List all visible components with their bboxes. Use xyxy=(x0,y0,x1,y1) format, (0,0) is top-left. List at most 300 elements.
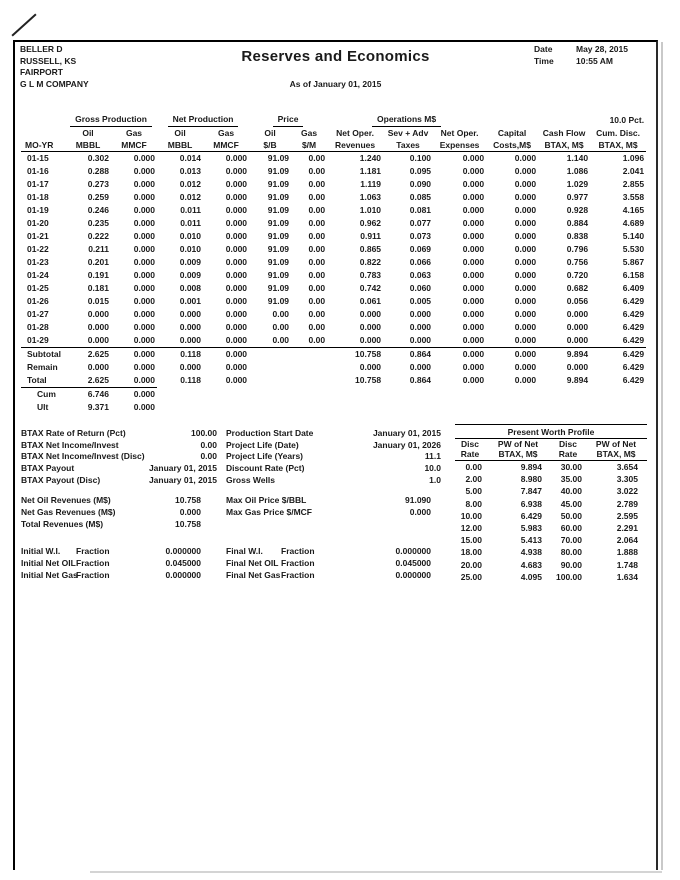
table-cell: 0.00 xyxy=(308,309,326,319)
table-cell: 0.090 xyxy=(409,179,432,189)
table-cell: 0.000 xyxy=(133,283,156,293)
table-cell: BTAX Payout (Disc) xyxy=(21,474,101,485)
table-row xyxy=(21,463,217,475)
table-cell: 91.09 xyxy=(267,192,290,202)
table-cell xyxy=(291,374,327,388)
table-row xyxy=(455,546,647,558)
table-cell: 18.00 xyxy=(460,547,482,558)
table-cell: 2.064 xyxy=(616,535,638,546)
table-cell: 91.090 xyxy=(405,495,431,505)
table-cell: Net Oil Revenues (M$) xyxy=(21,495,111,505)
table-cell: 01-15 xyxy=(27,153,49,163)
table-row xyxy=(455,522,647,534)
table-cell: 91.09 xyxy=(267,283,290,293)
table-cell: BTAX Net Income/Invest xyxy=(21,439,119,450)
table-cell: 0.000 xyxy=(462,257,485,267)
group-header-row xyxy=(21,113,646,127)
table-cell: 0.010 xyxy=(179,244,202,254)
project-stats-block xyxy=(226,428,441,487)
table-cell: 01-19 xyxy=(27,205,49,215)
group-operations xyxy=(327,113,486,127)
table-cell xyxy=(291,361,327,374)
project-stats-rows xyxy=(226,428,441,487)
table-cell: 4.095 xyxy=(520,571,542,582)
table-cell: 0.000 xyxy=(462,270,485,280)
table-cell: 1.888 xyxy=(616,547,638,558)
table-cell: Gross Wells xyxy=(226,474,275,485)
table-cell: 0.00 xyxy=(308,296,326,306)
table-cell: 1.029 xyxy=(566,179,589,189)
col-header: Net Oper. xyxy=(440,128,479,138)
table-cell: 0.000 xyxy=(514,179,537,189)
pw-header-line: Rate xyxy=(460,448,480,459)
table-cell: 0.013 xyxy=(179,166,202,176)
col-header: Gas xyxy=(217,128,235,138)
table-cell: 0.000 xyxy=(409,322,432,332)
pw-header-line: BTAX, M$ xyxy=(596,448,636,459)
table-cell: 91.09 xyxy=(267,153,290,163)
table-cell: 0.211 xyxy=(88,244,109,254)
table-cell: 0.00 xyxy=(308,283,326,293)
table-cell: 10.758 xyxy=(355,375,382,386)
table-cell: 0.928 xyxy=(566,205,589,215)
table-cell: 0.000 xyxy=(203,348,249,362)
pw-header-line: BTAX, M$ xyxy=(498,448,538,459)
table-row xyxy=(21,334,646,348)
table-cell: 6.746 xyxy=(65,388,111,402)
table-cell: 0.000000 xyxy=(165,570,201,580)
table-cell: January 01, 2015 xyxy=(148,463,217,474)
pw-header-line: PW of Net xyxy=(497,439,539,449)
table-cell: 0.008 xyxy=(179,283,202,293)
table-cell: 0.000 xyxy=(514,231,537,241)
table-cell: 0.045000 xyxy=(165,558,201,568)
table-cell: 12.00 xyxy=(460,523,482,534)
pw-profile-table xyxy=(455,439,647,583)
table-cell: 0.000 xyxy=(133,335,156,345)
table-cell: Fraction xyxy=(76,546,110,556)
table-cell: 0.000 xyxy=(111,348,157,362)
table-cell: 0.00 xyxy=(308,270,326,280)
table-cell: 100.00 xyxy=(191,428,217,438)
table-cell: 0.000 xyxy=(462,244,485,254)
cumulative-rows xyxy=(21,388,646,415)
table-cell: Fraction xyxy=(76,558,110,568)
table-cell: 0.015 xyxy=(87,296,109,306)
btax-stats-rows xyxy=(21,428,217,487)
scan-artifact xyxy=(11,14,36,37)
table-cell: 0.000 xyxy=(225,179,248,189)
table-cell: 0.001 xyxy=(179,296,202,306)
monthly-rows xyxy=(21,152,646,348)
table-cell: 1.010 xyxy=(359,205,382,215)
table-row xyxy=(21,545,431,557)
table-cell: 0.756 xyxy=(566,257,589,267)
table-cell: 0.000 xyxy=(462,335,485,345)
table-cell: 0.000 xyxy=(133,205,156,215)
table-cell: Initial W.I. xyxy=(21,546,61,556)
table-cell: Final Net Gas xyxy=(226,570,281,580)
table-cell: 01-28 xyxy=(27,322,49,332)
table-cell: 0.00 xyxy=(308,335,326,345)
table-cell: Final Net OIL xyxy=(226,558,279,568)
table-cell: 9.894 xyxy=(566,375,589,386)
table-cell: 25.00 xyxy=(460,571,482,582)
table-cell: 01-23 xyxy=(27,257,49,267)
unit-header: Taxes xyxy=(383,139,433,152)
table-cell: 8.980 xyxy=(520,474,542,485)
pw-col-header xyxy=(491,439,551,461)
table-cell: 6.429 xyxy=(622,309,645,319)
table-cell: 0.00 xyxy=(272,335,290,345)
paper-edge xyxy=(661,42,663,870)
table-cell: 0.00 xyxy=(465,462,482,472)
table-cell: 0.000 xyxy=(462,362,485,372)
table-cell: 01-27 xyxy=(27,309,49,319)
date-value: May 28, 2015 xyxy=(576,44,628,54)
table-cell: 0.000 xyxy=(566,335,589,345)
table-cell: 0.720 xyxy=(566,270,589,280)
table-cell xyxy=(361,518,431,530)
table-cell: 0.000 xyxy=(225,375,248,386)
table-cell: 0.014 xyxy=(179,153,202,163)
group-label: Operations M$ xyxy=(372,113,441,127)
table-cell: 0.00 xyxy=(308,322,326,332)
table-cell: 0.066 xyxy=(409,257,432,267)
table-row xyxy=(21,217,646,230)
table-cell: 0.742 xyxy=(359,283,382,293)
table-cell: 0.191 xyxy=(87,270,109,280)
table-cell: 0.000 xyxy=(133,402,156,412)
table-cell: 0.000 xyxy=(87,362,109,372)
table-cell: 0.000 xyxy=(566,362,589,372)
group-net-production xyxy=(157,113,249,127)
table-cell: 01-25 xyxy=(27,283,49,293)
table-cell: 0.00 xyxy=(272,309,290,319)
col-header: Oil xyxy=(264,128,276,138)
table-cell: 0.977 xyxy=(566,192,589,202)
table-cell: 3.022 xyxy=(616,486,638,497)
table-cell: 0.000 xyxy=(514,153,537,163)
table-cell: 6.409 xyxy=(622,283,645,293)
table-cell: 6.429 xyxy=(622,322,645,332)
table-cell: 0.00 xyxy=(200,439,217,450)
table-cell: Fraction xyxy=(76,570,110,580)
table-cell: Remain xyxy=(27,362,58,372)
table-cell: 0.000 xyxy=(133,179,156,189)
table-cell: 01-26 xyxy=(27,296,49,306)
table-cell: 0.00 xyxy=(308,179,326,189)
table-cell: 0.000 xyxy=(133,375,156,385)
table-cell: 01-21 xyxy=(27,231,49,241)
table-cell: Discount Rate (Pct) xyxy=(226,463,305,474)
table-row xyxy=(21,428,217,440)
col-header: Capital xyxy=(497,128,527,138)
table-row xyxy=(21,518,431,530)
table-cell: 0.081 xyxy=(409,205,432,215)
table-cell: 1.0 xyxy=(429,474,441,485)
table-cell: 0.060 xyxy=(409,283,432,293)
table-row xyxy=(226,440,441,452)
table-cell: 91.09 xyxy=(267,270,290,280)
table-cell: 9.894 xyxy=(538,348,590,362)
table-cell: 0.012 xyxy=(179,179,202,189)
table-cell: 80.00 xyxy=(560,547,582,558)
table-cell: 0.000 xyxy=(566,322,589,332)
table-cell: 0.865 xyxy=(359,244,382,254)
table-cell: 0.000 xyxy=(225,270,248,280)
table-cell: 2.041 xyxy=(622,166,645,176)
unit-header: MBBL xyxy=(157,139,203,152)
pw-header-line: Disc xyxy=(461,439,479,449)
table-cell: 0.246 xyxy=(87,205,109,215)
table-cell: 2.789 xyxy=(616,498,638,509)
table-row xyxy=(21,165,646,178)
spacer-cell xyxy=(486,113,538,127)
table-cell: 0.000 xyxy=(225,166,248,176)
economics-table xyxy=(21,113,646,414)
table-row xyxy=(21,152,646,166)
table-cell: 0.000 xyxy=(225,218,248,228)
table-cell: 0.00 xyxy=(308,192,326,202)
group-label: Price xyxy=(273,113,304,127)
discount-note: 10.0 Pct. xyxy=(609,115,645,125)
table-cell: 1.748 xyxy=(616,559,638,570)
table-cell: 0.000 xyxy=(111,388,157,402)
table-cell: 0.00 xyxy=(200,451,217,462)
table-cell: 45.00 xyxy=(560,498,582,509)
table-row xyxy=(21,282,646,295)
table-cell: 0.000 xyxy=(462,192,485,202)
pw-col-header xyxy=(551,439,591,461)
owner-line: BELLER D xyxy=(20,44,63,54)
table-cell: 0.000 xyxy=(87,309,109,319)
table-row xyxy=(21,204,646,217)
table-cell: 0.000 xyxy=(179,335,202,345)
table-row xyxy=(21,308,646,321)
table-cell: 5.00 xyxy=(465,486,482,497)
table-cell: 7.847 xyxy=(520,486,542,497)
table-cell: 0.00 xyxy=(308,244,326,254)
table-cell: 6.429 xyxy=(622,362,645,372)
spacer-cell xyxy=(21,127,65,139)
table-cell: 0.000000 xyxy=(395,570,431,580)
table-cell: 91.09 xyxy=(267,257,290,267)
table-cell: 0.000 xyxy=(133,244,156,254)
table-cell: 0.000 xyxy=(133,296,156,306)
table-cell: 0.884 xyxy=(566,218,589,228)
table-row xyxy=(455,571,647,583)
table-cell: 0.000 xyxy=(225,283,248,293)
table-cell: 0.00 xyxy=(308,166,326,176)
table-cell: 0.235 xyxy=(87,218,109,228)
table-cell: 0.302 xyxy=(87,153,109,163)
btax-stats-table xyxy=(21,428,217,487)
table-cell: 0.005 xyxy=(409,296,432,306)
table-cell: 6.429 xyxy=(520,510,542,521)
table-cell: 0.000 xyxy=(462,309,485,319)
spacer-cell xyxy=(538,113,590,127)
unit-header: $/B xyxy=(249,139,291,152)
table-cell: 0.118 xyxy=(157,348,203,362)
owner-line: G L M COMPANY xyxy=(20,78,89,89)
table-cell: 30.00 xyxy=(560,462,582,472)
table-row xyxy=(455,534,647,546)
col-header: Oil xyxy=(174,128,186,138)
table-cell: 0.000 xyxy=(179,309,202,319)
table-cell xyxy=(201,518,361,530)
present-worth-profile xyxy=(455,424,647,583)
table-cell: 0.838 xyxy=(566,231,589,241)
table-cell: 0.011 xyxy=(180,218,202,228)
table-cell: 0.000 xyxy=(133,362,156,372)
table-cell: 8.00 xyxy=(465,498,482,509)
table-cell xyxy=(291,348,327,362)
table-cell: BTAX Rate of Return (Pct) xyxy=(21,428,126,438)
table-cell: 0.783 xyxy=(359,270,382,280)
as-of-date: As of January 01, 2015 xyxy=(289,79,382,89)
table-cell: 0.000 xyxy=(462,179,485,189)
table-cell: 0.000 xyxy=(409,362,432,372)
table-cell: 0.000 xyxy=(225,309,248,319)
table-cell: 3.558 xyxy=(622,192,645,202)
spacer-cell xyxy=(21,113,65,127)
table-cell: 0.000 xyxy=(133,192,156,202)
table-cell: 0.000 xyxy=(409,335,432,345)
table-cell: 0.118 xyxy=(180,375,202,386)
table-cell: 0.000 xyxy=(514,205,537,215)
table-cell: 10.758 xyxy=(175,519,201,529)
table-row xyxy=(21,374,646,388)
table-cell: 0.796 xyxy=(566,244,589,254)
table-row xyxy=(455,510,647,522)
table-cell: 0.000 xyxy=(514,270,537,280)
table-row xyxy=(21,361,646,374)
datetime-block xyxy=(534,44,628,67)
table-row xyxy=(455,473,647,485)
table-cell: 60.00 xyxy=(560,523,582,534)
pw-header-line: PW of Net xyxy=(595,439,637,449)
table-cell xyxy=(249,374,291,388)
table-cell: 0.000 xyxy=(462,166,485,176)
col-header: Gas xyxy=(301,128,318,138)
table-cell: 01-18 xyxy=(27,192,49,202)
table-row xyxy=(21,256,646,269)
table-cell: 0.000 xyxy=(225,153,248,163)
table-cell: 0.201 xyxy=(87,257,109,267)
table-row xyxy=(21,440,217,452)
table-cell: 0.000 xyxy=(462,322,485,332)
table-cell: Fraction xyxy=(281,558,315,568)
table-row xyxy=(21,321,646,334)
time-label: Time xyxy=(534,55,554,66)
table-cell: 2.595 xyxy=(616,510,638,521)
paper-edge xyxy=(90,871,662,873)
table-cell: 0.000 xyxy=(133,153,156,163)
table-cell: 9.371 xyxy=(87,402,109,412)
table-cell: January 01, 2015 xyxy=(148,474,217,485)
table-cell: 0.000 xyxy=(409,309,432,319)
table-cell: 9.894 xyxy=(520,462,542,472)
pw-profile-title: Present Worth Profile xyxy=(455,425,647,439)
unit-header: Costs,M$ xyxy=(486,139,538,152)
table-cell: 01-17 xyxy=(27,179,49,189)
table-cell: 0.000 xyxy=(133,231,156,241)
table-cell: 10.758 xyxy=(175,495,201,505)
table-cell: 0.000 xyxy=(225,244,248,254)
scanned-report-page xyxy=(13,40,658,870)
unit-header: $/M xyxy=(291,139,327,152)
table-row xyxy=(21,506,431,518)
table-cell: 0.063 xyxy=(409,270,432,280)
table-cell: 0.000 xyxy=(514,244,537,254)
table-cell: 6.429 xyxy=(590,348,646,362)
project-stats-table xyxy=(226,428,441,487)
table-cell: 0.000 xyxy=(133,257,156,267)
table-cell: 01-16 xyxy=(27,166,49,176)
table-cell: 0.000 xyxy=(87,335,109,345)
table-cell: 0.000 xyxy=(225,231,248,241)
table-cell: Fraction xyxy=(281,546,315,556)
pw-profile-rows xyxy=(455,461,647,584)
table-cell: 0.000 xyxy=(514,375,537,386)
table-cell: 0.000 xyxy=(87,322,109,332)
table-cell: 5.530 xyxy=(622,244,645,254)
table-cell: 0.000 xyxy=(486,348,538,362)
col-header: Cum. Disc. xyxy=(596,128,641,138)
table-cell: 1.240 xyxy=(359,153,382,163)
table-cell: 11.1 xyxy=(424,451,441,462)
table-cell: 0.911 xyxy=(360,231,382,241)
summary-rows xyxy=(21,348,646,388)
table-cell: 0.069 xyxy=(409,244,432,254)
group-price xyxy=(249,113,327,127)
group-label: Gross Production xyxy=(70,113,152,127)
table-cell: 6.429 xyxy=(622,335,645,345)
table-cell: 0.00 xyxy=(308,218,326,228)
table-cell: 0.061 xyxy=(359,296,382,306)
owner-line: FAIRPORT xyxy=(20,67,63,77)
table-cell: 0.000 xyxy=(514,218,537,228)
table-cell: 0.009 xyxy=(179,257,202,267)
table-cell: 0.000 xyxy=(133,270,156,280)
table-cell: 0.00 xyxy=(308,231,326,241)
table-cell: 0.000 xyxy=(359,362,382,372)
table-cell: 0.000 xyxy=(225,362,248,372)
time-value: 10:55 AM xyxy=(576,55,614,66)
table-cell: 0.000 xyxy=(133,309,156,319)
table-cell: 0.073 xyxy=(409,231,432,241)
table-cell: 0.000 xyxy=(462,218,485,228)
time-row xyxy=(534,56,628,68)
table-cell: BTAX Payout xyxy=(21,463,75,474)
table-cell: 0.000 xyxy=(514,309,537,319)
table-cell: 91.09 xyxy=(267,166,290,176)
report-title: Reserves and Economics xyxy=(241,48,430,65)
table-row xyxy=(21,494,431,506)
table-cell: 0.682 xyxy=(566,283,589,293)
table-cell: Max Gas Price $/MCF xyxy=(226,507,312,517)
table-row xyxy=(21,269,646,282)
table-row xyxy=(226,463,441,475)
table-cell: 0.000 xyxy=(514,192,537,202)
group-gross-production xyxy=(65,113,157,127)
table-row xyxy=(21,348,646,362)
table-row xyxy=(226,428,441,440)
pw-col-header xyxy=(591,439,647,461)
table-cell: 91.09 xyxy=(267,179,290,189)
unit-header: MMCF xyxy=(203,139,249,152)
